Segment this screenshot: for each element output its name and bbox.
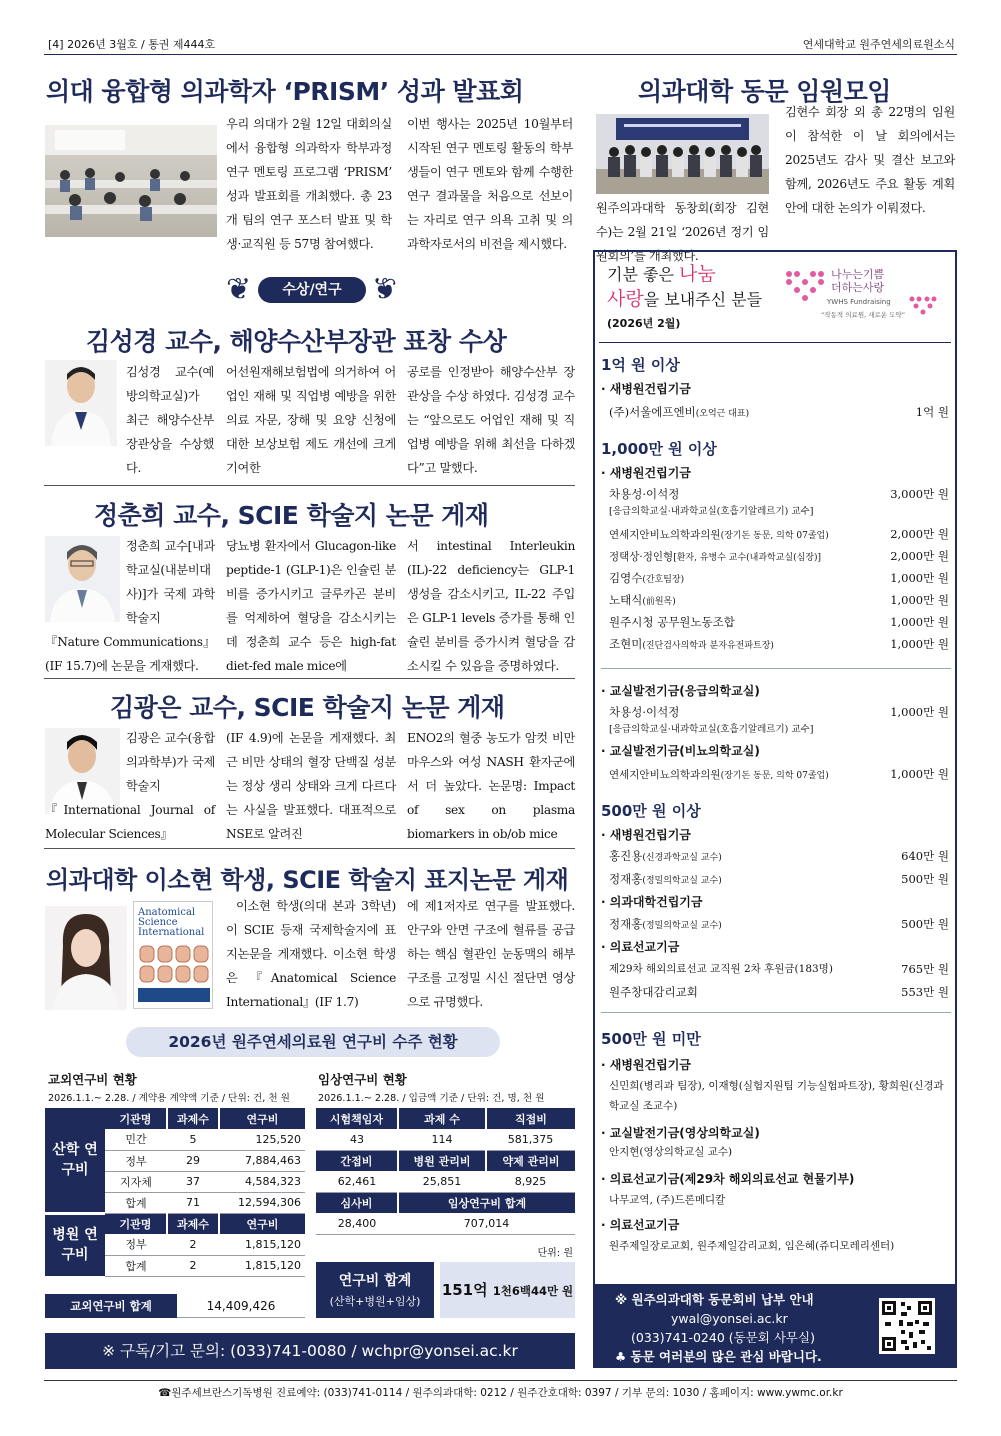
research-title: 2026년 원주연세의료원 연구비 수주 현황 xyxy=(126,1027,500,1057)
cell: 4,584,323 xyxy=(219,1171,305,1192)
clinical-sub: 2026.1.1.~ 2.28. / 입금액 기준 / 단위: 건, 명, 천 원 xyxy=(318,1093,545,1104)
kim-ke-col2: (IF 4.9)에 논문을 게재했다. 최근 비만 상태의 혈장 단백질 성분는 정상 생리 상태와 크게 다르다는 사실을 발표했다. 대표적으로 NSE로 알려진 xyxy=(226,731,396,841)
col-org: 기관명 xyxy=(105,1108,167,1129)
issue-label: [4] 2026년 3월호 / 통권 제444호 xyxy=(48,38,216,51)
kim-ke-col3: ENO2의 혈중 농도가 암컷 비만 마우스와 여성 NASH 환자군에서 더 높았다. 논문명: Impact of sex on plasma biomarkers in ob/ob mice xyxy=(407,731,575,841)
ext-sub: 2026.1.1.~ 2.28. / 계약용 계약액 기준 / 단위: 건, 천 원 xyxy=(48,1093,290,1104)
donor-list: 신민희(병리과 팀장), 이재형(실험지원팀 기능실험파트장), 황희원(신경과학교실 조교수) xyxy=(609,1080,944,1112)
cell: 12,594,306 xyxy=(219,1192,305,1213)
cell: 28,400 xyxy=(316,1213,398,1234)
col: 과제 수 xyxy=(398,1108,486,1129)
unit-label: 단위: 원 xyxy=(537,1248,573,1259)
kim-ke-col1: 김광은 교수(융합의과학부)가 국제 학술지 『International Journal of Molecular Sciences』 xyxy=(45,731,215,841)
cell: 43 xyxy=(316,1129,398,1150)
section-badge-awards: 수상/연구 xyxy=(258,277,366,303)
laurel-right-icon: ❦ xyxy=(372,272,398,307)
cell: 1,815,120 xyxy=(219,1234,305,1255)
col-amount: 연구비 xyxy=(219,1108,305,1129)
tier-100m: 1억 원 이상 xyxy=(601,356,680,374)
cat-new-hospital: · 새병원건립기금 xyxy=(601,466,691,480)
donor-row: 제29차 해외의료선교 교직원 2차 후원금(183명) 765만 원 xyxy=(609,962,949,976)
col: 간접비 xyxy=(316,1150,398,1171)
alumni-group-photo xyxy=(596,114,769,194)
donor-note: [응급의학교실·내과학교실(호흡기알레르기) 교수] xyxy=(609,724,814,735)
article-title-alumni: 의과대학 동문 임원모임 xyxy=(638,77,891,106)
seminar-photo xyxy=(45,125,217,237)
jung-ch-col3: 서 intestinal Interleukin (IL)-22 deficiency는 GLP-1 생성을 감소시키고, IL-22 주입은 GLP-1 levels 증가를 통해 인슐린 분비를 증가시켜 혈당을 감소시킬 수 있음을 증명하였다. xyxy=(407,539,575,673)
cell: 29 xyxy=(167,1150,219,1171)
cell: 125,520 xyxy=(219,1129,305,1150)
col-amount: 연구비 xyxy=(219,1213,305,1234)
donation-box xyxy=(593,250,957,1368)
col: 임상연구비 합계 xyxy=(398,1192,575,1213)
cell: 2 xyxy=(167,1234,219,1255)
donor-row: 홍진용(신경과학교실 교수) 640만 원 xyxy=(609,849,949,863)
alumni-fee-box: ※ 원주의과대학 동문회비 납부 안내 ywal@yonsei.ac.kr (033)741-0240 (동문회 사무실) ♣ 동문 여러분의 많은 관심 바랍니다. xyxy=(593,1284,957,1368)
cell: 581,375 xyxy=(486,1129,575,1150)
jung-ch-col1: 정춘희 교수[내과학교실(내분비대사)]가 국제 과학 학술지 『Nature Communications』(IF 15.7)에 논문을 게재했다. xyxy=(45,539,215,673)
article-title-jung-ch: 정춘희 교수, SCIE 학술지 논문 게재 xyxy=(94,501,489,530)
kim-sk-col3: 공로를 인정받아 해양수산부 장관상을 수상 하였다. 김성경 교수는 “앞으로도 어업인 재해 및 직업병 예방을 위해 최선을 다하겠다”고 말했다. xyxy=(407,365,575,475)
donor-row: 연세지안비뇨의학과의원(장기돈 동문, 의학 07졸업) 2,000만 원 xyxy=(609,527,949,541)
prism-col1: 우리 의대가 2월 12일 대회의실에서 융합형 의과학자 학부과정 연구 멘토링 프로그램 ‘PRISM’ 성과 발표회를 개최했다. 총 23개 팀의 연구 포스터 발표 및 학생·교직원 등 57명 참여했다. xyxy=(226,117,392,251)
cell: 1,815,120 xyxy=(219,1255,305,1276)
publication-name: 연세대학교 원주연세의료원소식 xyxy=(802,38,955,51)
laurel-left-icon: ❦ xyxy=(226,272,252,307)
cell: 지자체 xyxy=(105,1171,167,1192)
donor-list: 나무교역, (주)드론메디칼 xyxy=(609,1194,726,1206)
donor-row: (주)서울에프엔비(오억근 대표) 1억 원 xyxy=(609,405,949,419)
donor-row: 연세지안비뇨의학과의원(장기돈 동문, 의학 07졸업) 1,000만 원 xyxy=(609,767,949,781)
col: 시험책임자 xyxy=(316,1108,398,1129)
contact-bar: ※ 구독/기고 문의: (033)741-0080 / wchpr@yonsei.ac.kr xyxy=(45,1333,575,1369)
cat-mission: · 의료선교기금 xyxy=(601,940,680,954)
donor-row: 정택상·정인형[환자, 유병수 교수(내과학교실(심장)] 2,000만 원 xyxy=(609,549,949,563)
cover-title: Anatomical Science International xyxy=(138,907,205,938)
donor-note: [응급의학교실·내과학교실(호흡기알레르기) 교수] xyxy=(609,506,814,517)
cell: 민간 xyxy=(105,1129,167,1150)
sum-value-box xyxy=(440,1262,575,1318)
tier-5m: 500만 원 이상 xyxy=(601,802,701,820)
donation-heading: 기분 좋은 나눔 사랑을 보내주신 분들 (2026년 2월) xyxy=(607,263,763,330)
cat-new-hospital: · 새병원건립기금 xyxy=(601,382,691,396)
ext-group-2: 병원 연구비 xyxy=(45,1213,105,1276)
ext-table xyxy=(45,1108,305,1277)
cell: 7,884,463 xyxy=(219,1150,305,1171)
col-org: 기관명 xyxy=(105,1213,167,1234)
ext-total-value: 14,409,426 xyxy=(177,1294,305,1318)
article-title-lee-sh: 의과대학 이소현 학생, SCIE 학술지 표지논문 게재 xyxy=(46,866,569,894)
sum-big: 151억 xyxy=(441,1281,488,1299)
col: 직접비 xyxy=(486,1108,575,1129)
donor-row: 차용성·이석정 1,000만 원 xyxy=(609,705,949,719)
portrait-lee-sh xyxy=(45,906,127,1010)
col-count: 과제수 xyxy=(167,1108,219,1129)
article-title-kim-sk: 김성경 교수, 해양수산부장관 표창 수상 xyxy=(86,327,507,356)
cell: 62,461 xyxy=(316,1171,398,1192)
cell: 37 xyxy=(167,1171,219,1192)
lee-sh-col2: 에 제1저자로 연구를 발표했다. 안구와 안면 구조에 혈류를 공급하는 핵심 혈관인 눈동맥의 해부구조를 고정밀 시신 절단면 영상으로 규명했다. xyxy=(407,899,575,1009)
cell: 8,925 xyxy=(486,1171,575,1192)
cat-med-building: · 의과대학건립기금 xyxy=(601,895,703,909)
cat-emergency: · 교실발전기금(응급의학교실) xyxy=(601,684,760,698)
cell: 합계 xyxy=(105,1255,167,1276)
kim-sk-col2: 어선원재해보험법에 의거하여 어업인 재해 및 직업병 예방을 위한 의료 자문, 장해 및 요양 신청에 대한 보상보험 제도 개선에 크게 기여한 xyxy=(226,365,396,475)
alumni-body: 김현수 회장 외 총 22명의 임원이 참석한 이 날 회의에서는 2025년도 감사 및 결산 보고와 함께, 2026년도 주요 활동 계획안에 대한 논의가 이뤄졌다. xyxy=(785,105,955,215)
donor-row: 노태식(前원목) 1,000만 원 xyxy=(609,593,949,607)
cell: 정부 xyxy=(105,1150,167,1171)
clinical-title: 임상연구비 현황 xyxy=(318,1072,407,1087)
cell: 5 xyxy=(167,1129,219,1150)
sum-small: 1천6백44만 원 xyxy=(492,1284,574,1298)
sum-label-sub: (산학+병원+임상) xyxy=(329,1295,421,1308)
ext-group-1: 산학 연구비 xyxy=(45,1108,105,1213)
ext-title: 교외연구비 현황 xyxy=(48,1072,137,1087)
col: 심사비 xyxy=(316,1192,398,1213)
col: 병원 관리비 xyxy=(398,1150,486,1171)
cat-mission-goods: · 의료선교기금(제29차 해외의료선교 현물기부) xyxy=(601,1172,855,1186)
donor-row: 정재홍(정밀의학교실 교수) 500만 원 xyxy=(609,917,949,931)
cat-new-hospital: · 새병원건립기금 xyxy=(601,828,691,842)
tier-10m: 1,000만 원 이상 xyxy=(601,440,717,458)
donor-list: 원주제일장로교회, 원주제일감리교회, 임은혜(쥬디모레리센터) xyxy=(609,1240,895,1252)
donor-row: 조현미(진단검사의학과 분자유전파트장) 1,000만 원 xyxy=(609,637,949,651)
cat-mission: · 의료선교기금 xyxy=(601,1218,680,1232)
cat-radiology: · 교실발전기금(영상의학교실) xyxy=(601,1126,760,1140)
tier-under-5m: 500만 원 미만 xyxy=(601,1030,701,1048)
journal-cover xyxy=(133,901,213,1009)
lee-sh-col1: 이소현 학생(의대 본과 3학년)이 SCIE 등재 국제학술지에 표지논문을 게재했다. 이소현 학생은 『Anatomical Science International』(IF 1.7) xyxy=(226,899,396,1009)
cell: 114 xyxy=(398,1129,486,1150)
article-title-prism: 의대 융합형 의과학자 ‘PRISM’ 성과 발표회 xyxy=(46,77,524,106)
alumni-caption: 원주의과대학 동창회(회장 김현수)는 2월 21일 ‘2026년 정기 임원회의’를 개최했다. xyxy=(596,201,769,263)
jung-ch-col2: 당뇨병 환자에서 Glucagon-like peptide-1 (GLP-1)은 인슐린 분비를 증가시키고 글루카곤 분비를 억제하여 혈당을 감소시키는데 정춘희 교수 등은 high-fat diet-fed male mice에 xyxy=(226,539,396,673)
donor-list: 안지현(영상의학교실 교수) xyxy=(609,1146,733,1158)
cell: 합계 xyxy=(105,1192,167,1213)
qr-code-icon xyxy=(879,1298,935,1354)
article-title-kim-ke: 김광은 교수, SCIE 학술지 논문 게재 xyxy=(110,693,505,722)
cell: 정부 xyxy=(105,1234,167,1255)
cell: 2 xyxy=(167,1255,219,1276)
sum-label: 연구비 합계 xyxy=(338,1273,412,1289)
cell: 707,014 xyxy=(398,1213,575,1234)
donor-row: 원주시청 공무원노동조합 1,000만 원 xyxy=(609,615,949,629)
fundraising-logo: 나누는기쁨 더하는사랑 YWHS Fundraising “작동적 의료원, 새로운 도약” xyxy=(783,264,943,334)
donor-row: 원주창대감리교회 553만 원 xyxy=(609,985,949,999)
donor-row: 차용성·이석정 3,000만 원 xyxy=(609,487,949,501)
ext-total-label: 교외연구비 합계 xyxy=(45,1294,177,1318)
cat-urology: · 교실발전기금(비뇨의학교실) xyxy=(601,744,760,758)
donor-row: 김영수(간호팀장) 1,000만 원 xyxy=(609,571,949,585)
sum-label-box xyxy=(316,1262,434,1318)
cell: 25,851 xyxy=(398,1171,486,1192)
col: 약제 관리비 xyxy=(486,1150,575,1171)
footer-contacts: ☎원주세브란스기독병원 진료예약: (033)741-0114 / 원주의과대학: 0212 / 원주간호대학: 0397 / 기부 문의: 1030 / 홈페이지: www.ywmc.or.kr xyxy=(158,1387,843,1399)
kim-sk-col1: 김성경 교수(예방의학교실)가 최근 해양수산부 장관상을 수상했다. xyxy=(126,365,214,475)
cat-new-hospital: · 새병원건립기금 xyxy=(601,1058,691,1072)
prism-col2: 이번 행사는 2025년 10월부터 시작된 연구 멘토링 활동의 학부생들이 연구 멘토와 함께 수행한 연구 결과물을 처음으로 선보이는 자리로 연구 의욕 고취 및 의과학자로서의 비전을 제시했다. xyxy=(407,117,573,251)
cell: 71 xyxy=(167,1192,219,1213)
clinical-table xyxy=(316,1108,575,1235)
col-count: 과제수 xyxy=(167,1213,219,1234)
portrait-kim-sk xyxy=(45,360,117,446)
donor-row: 정재홍(정밀의학교실 교수) 500만 원 xyxy=(609,872,949,886)
